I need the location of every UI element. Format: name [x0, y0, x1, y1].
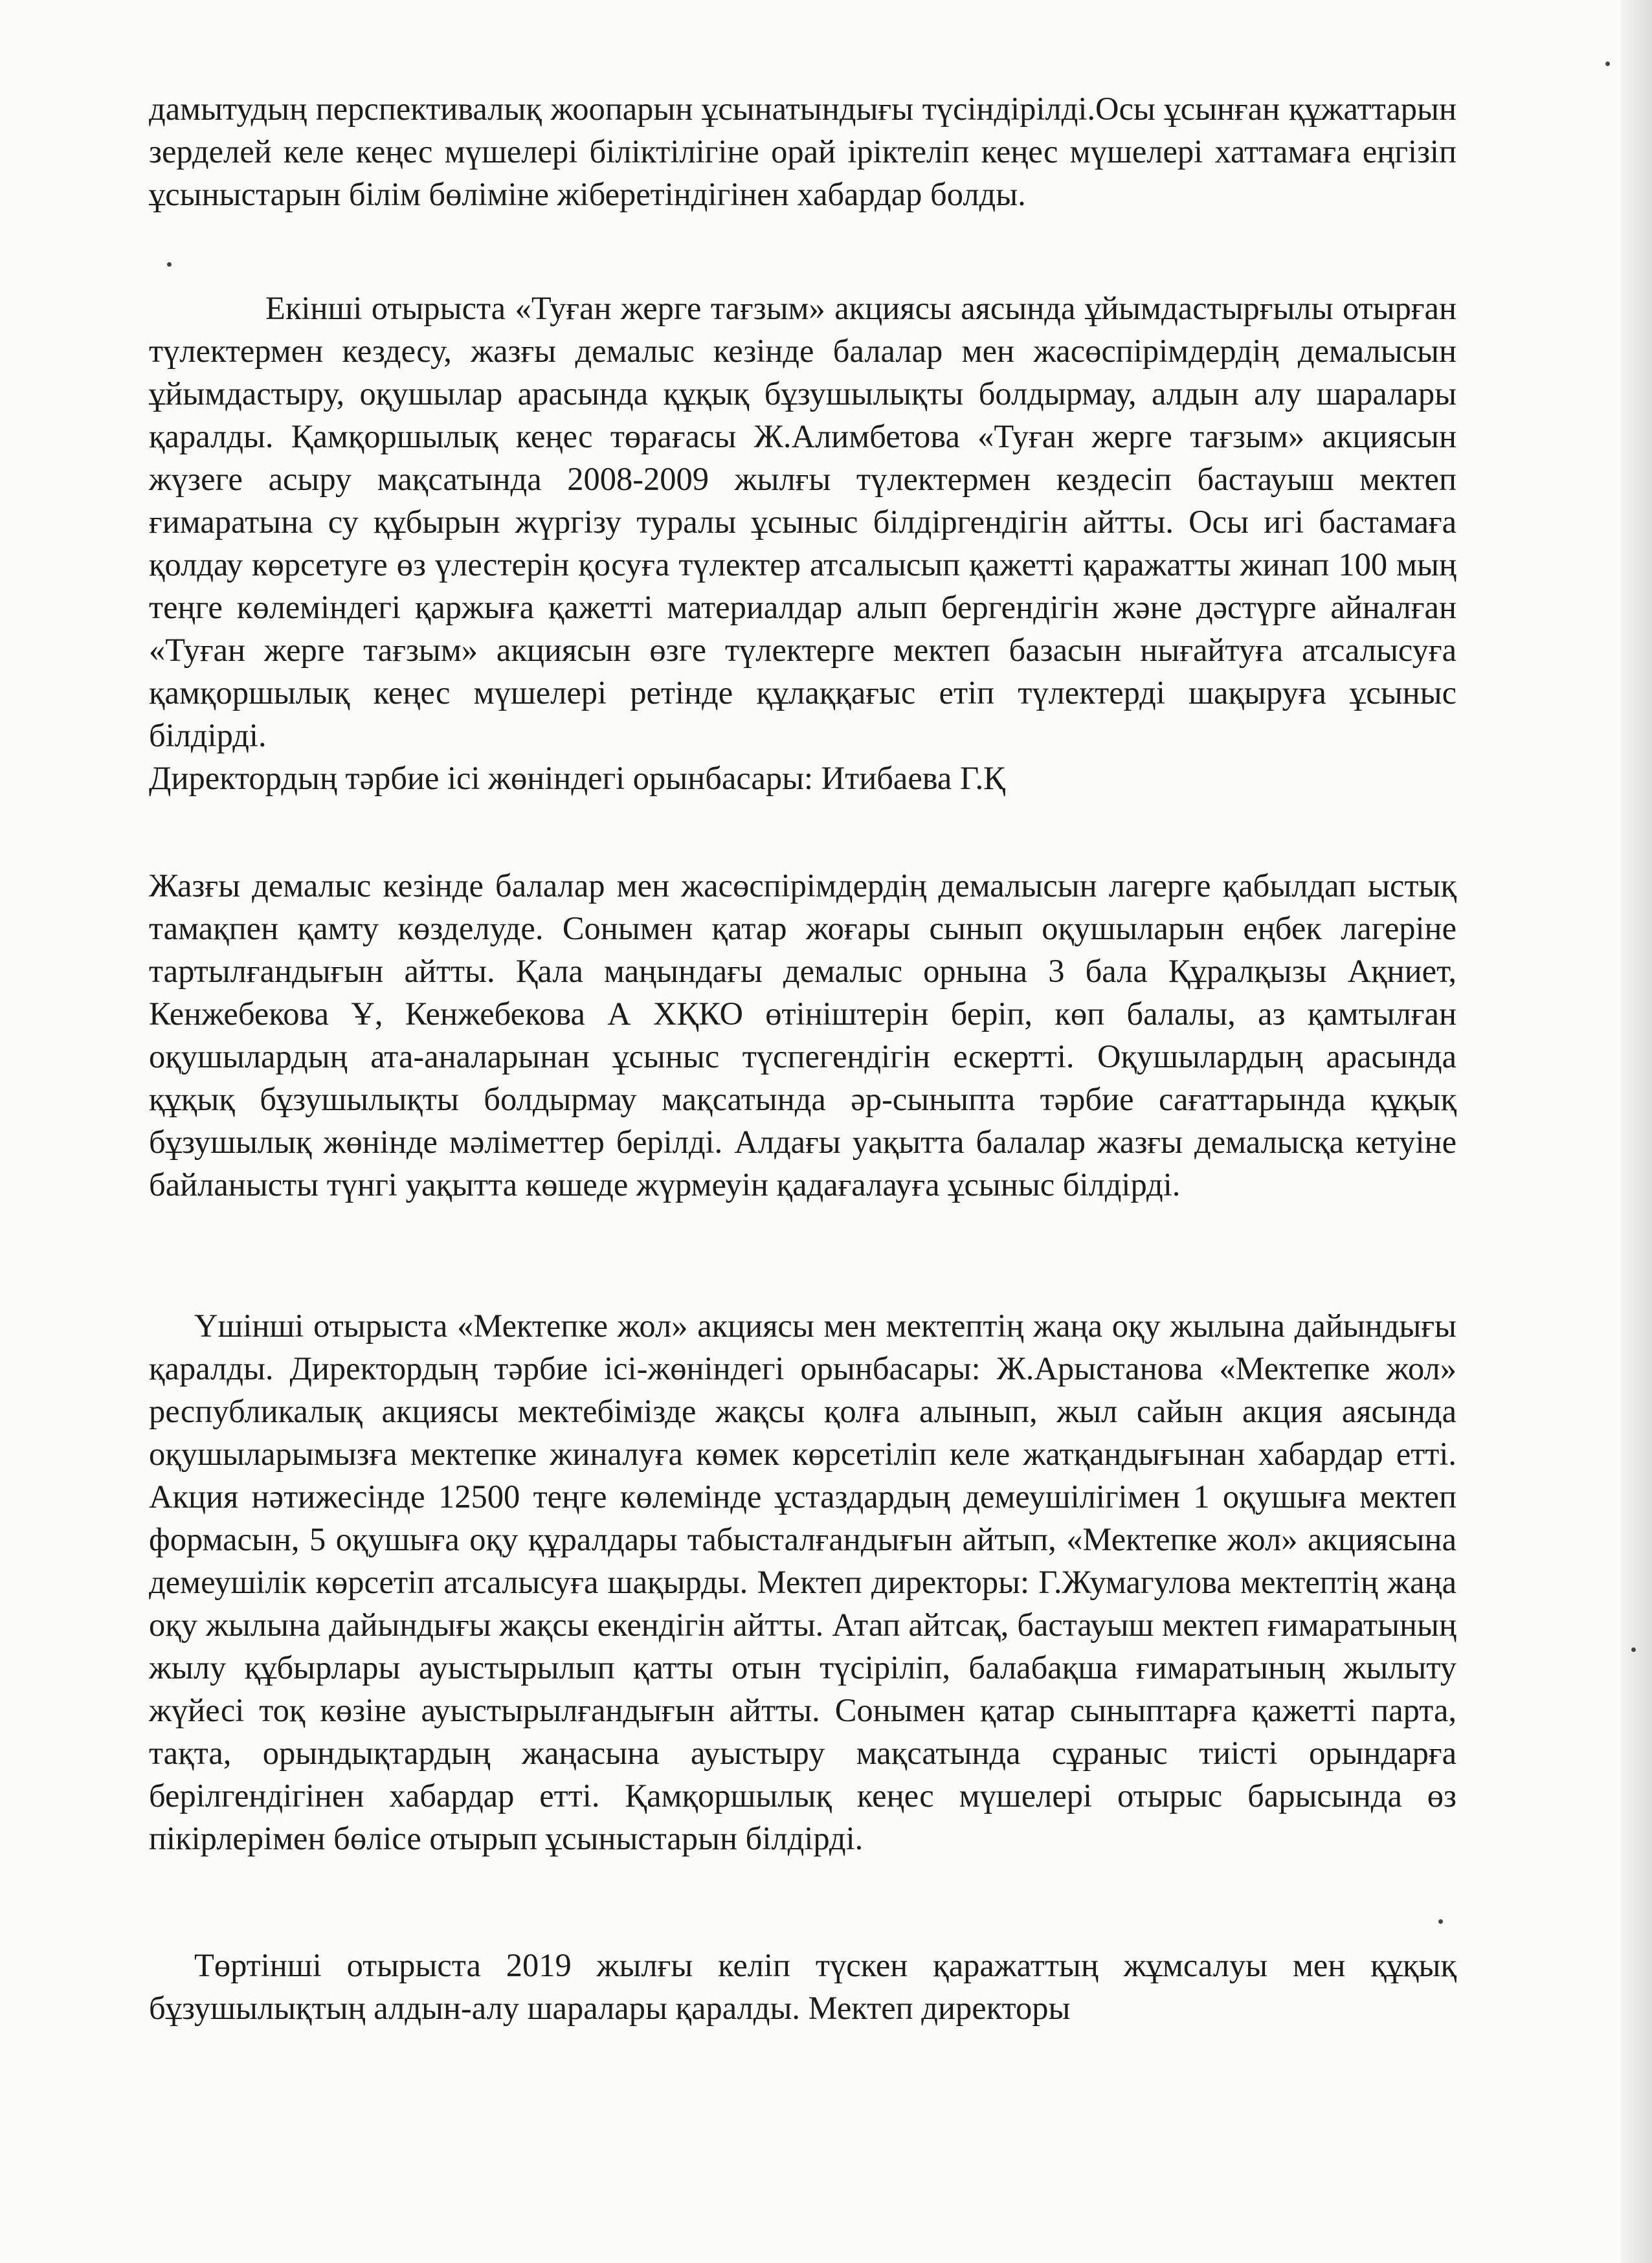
deputy-director-line: Директордың тәрбие ісі жөніндегі орынбасары: Итибаева Г.Қ: [149, 760, 1005, 796]
paragraph-second-meeting: [149, 287, 1457, 799]
scan-speck: [1631, 1647, 1636, 1652]
paragraph-summer-holiday: Жазғы демалыс кезінде балалар мен жасөспірімдердің демалысын лагерге қабылдап ыстық тамақпен қамту көзделуде. Сонымен қатар жоғары сынып оқушыларын еңбек лагеріне тартылғандығын айтты. Қала маңындағы демалыс орнына 3 бала Құралқызы Ақниет, Кенжебекова Ұ, Кенжебекова А ХҚКО өтініштерін беріп, көп балалы, аз қамтылған оқушылардың ата-аналарынан ұсыныс түспегендігін ескертті. Оқушылардың арасында құқық бұзушылықты болдырмау мақсатында әр-сыныпта тәрбие сағаттарында құқық бұзушылық жөнінде мәліметтер берілді. Алдағы уақытта балалар жазғы демалысқа кетуіне байланысты түнгі уақытта көшеде жүрмеуін қадағалауға ұсыныс білдірді.: [149, 867, 1457, 1203]
scan-speck: [1605, 61, 1610, 66]
paragraph-second-meeting-text: Екінші отырыста «Туған жерге тағзым» акциясы аясында ұйымдастырғылы отырған түлектермен кездесу, жазғы демалыс кезінде балалар мен жасөспірімдердің демалысын ұйымдастыру, оқушылар арасында құқық бұзушылықты болдырмау, алдын алу шаралары қаралды. Қамқоршылық кеңес төрағасы Ж.Алимбетова «Туған жерге тағзым» акциясын жүзеге асыру мақсатында 2008-2009 жылғы түлектермен кездесіп бастауыш мектеп ғимаратына су құбырын жүргізу туралы ұсыныс білдіргендігін айтты. Осы игі бастамаға қолдау көрсетуге өз үлестерін қосуға түлектер атсалысып қажетті қаражатты жинап 100 мың теңге көлеміндегі қаржыға қажетті материалдар алып бергендігін және дәстүрге айналған «Туған жерге тағзым» акциясын өзге түлектерге мектеп базасын нығайтуға атсалысуға қамқоршылық кеңес мүшелері ретінде құлаққағыс етіп түлектерді шақыруға ұсыныс білдірді.: [149, 290, 1457, 753]
scan-speck: [167, 262, 172, 267]
paragraph-fourth-meeting: Төртінші отырыста 2019 жылғы келіп түскен қаражаттың жұмсалуы мен құқық бұзушылықтың алдын-алу шаралары қаралды. Мектеп директоры: [149, 1947, 1457, 2026]
scan-speck: [1438, 1919, 1443, 1924]
paragraph-intro-continuation: дамытудың перспективалық жоопарын ұсынатындығы түсіндірілді.Осы ұсынған құжаттарын зерделей келе кеңес мүшелері біліктілігіне орай іріктеліп кеңес мүшелері хаттамаға еңгізіп ұсыныстарын білім бөліміне жіберетіндігінен хабардар болды.: [149, 91, 1457, 212]
paragraph-third-meeting: Үшінші отырыста «Мектепке жол» акциясы мен мектептің жаңа оқу жылына дайындығы қаралды. Директордың тәрбие ісі-жөніндегі орынбасары: Ж.Арыстанова «Мектепке жол» республикалық акциясы мектебімізде жақсы қолға алынып, жыл сайын акция аясында оқушыларымызға мектепке жиналуға көмек көрсетіліп келе жатқандығынан хабардар етті. Акция нәтижесінде 12500 теңге көлемінде ұстаздардың демеушілігімен 1 оқушыға мектеп формасын, 5 оқушыға оқу құралдары табысталғандығын айтып, «Мектепке жол» акциясына демеушілік көрсетіп атсалысуға шақырды. Мектеп директоры: Г.Жумагулова мектептің жаңа оқу жылына дайындығы жақсы екендігін айтты. Атап айтсақ, бастауыш мектеп ғимаратының жылу құбырлары ауыстырылып қатты отын түсіріліп, балабақша ғимаратының жылыту жүйесі тоқ көзіне ауыстырылғандығын айтты. Сонымен қатар сыныптарға қажетті парта, тақта, орындықтардың жаңасына ауыстыру мақсатында сұраныс тиісті орындарға берілгендігінен хабардар етті. Қамқоршылық кеңес мүшелері отырыс барысында өз пікірлерімен бөлісе отырып ұсыныстарын білдірді.: [149, 1308, 1457, 1856]
page-edge-shadow: [1621, 0, 1652, 2263]
